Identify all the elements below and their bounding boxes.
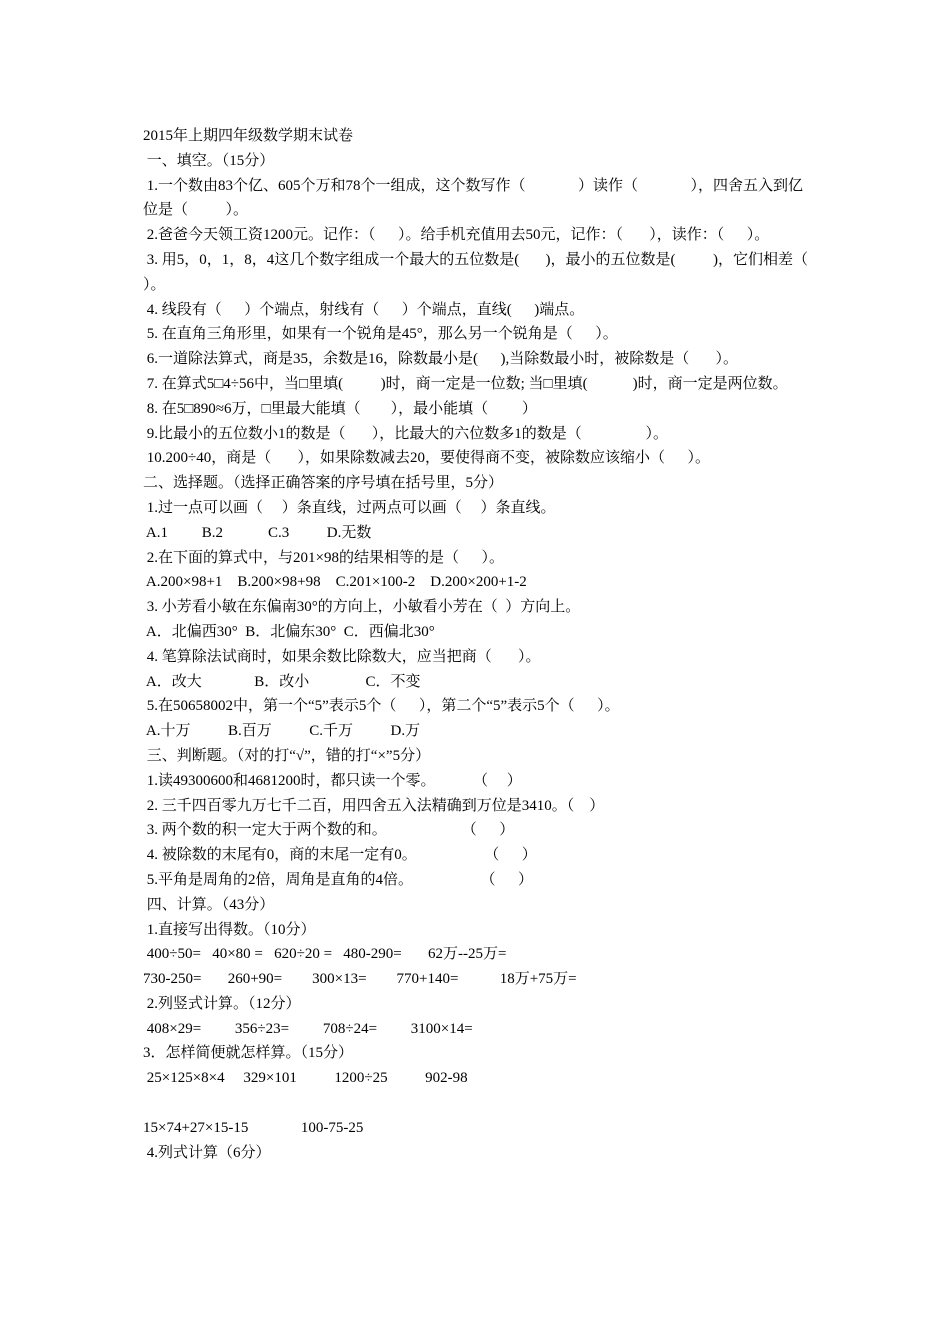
section-3-heading: 三、判断题。（对的打“√”，错的打“×”5分） — [143, 747, 431, 764]
question-text: 2.爸爸今天领工资1200元。记作：（ ）。给手机充值用去50元，记作：（ ），读作：（ ）。 — [143, 227, 770, 244]
question-text: 1.读49300600和4681200时，都只读一个零。 （ ） — [143, 772, 522, 789]
blank-line — [143, 1091, 813, 1116]
question-text: 5.在50658002中，第一个“5”表示5个（ ），第二个“5”表示5个（ ）。 — [143, 698, 620, 715]
question-text: 4. 线段有（ ）个端点，射线有（ ）个端点，直线( )端点。 — [143, 301, 585, 318]
subsection-heading: 3．怎样简便就怎样算。（15分） — [143, 1045, 354, 1062]
section-4-heading: 四、计算。（43分） — [143, 896, 275, 913]
question-text: 7. 在算式5□4÷56中，当□里填( )时，商一定是一位数; 当□里填( )时，商一定是两位数。 — [143, 375, 788, 392]
question-text: 4. 被除数的末尾有0，商的末尾一定有0。 （ ） — [143, 847, 537, 864]
question-text: 9.比最小的五位数小1的数是（ ），比最大的六位数多1的数是（ ）。 — [143, 425, 669, 442]
question-text: 8. 在5□890≈6万，□里最大能填（ ），最小能填（ ） — [143, 400, 537, 417]
answer-options: A．北偏西30° B．北偏东30° C．西偏北30° — [143, 623, 435, 640]
question-text: 3. 两个数的积一定大于两个数的和。 （ ） — [143, 822, 515, 839]
question-text: 1.一个数由83个亿、605个万和78个一组成，这个数写作（ ）读作（ ），四舍五入到亿位是（ ）。 — [143, 177, 804, 219]
exam-title: 2015年上期四年级数学期末试卷 — [143, 128, 354, 144]
question-text: 2. 三千四百零九万七千二百，用四舍五入法精确到万位是3410。（ ） — [143, 797, 605, 814]
question-text: 10.200÷40，商是（ ），如果除数减去20，要使得商不变，被除数应该缩小（ ）。 — [143, 450, 710, 467]
answer-options: A．改大 B．改小 C．不变 — [143, 673, 421, 690]
calculation-row: 400÷50= 40×80 = 620÷20 = 480-290= 62万--25万= — [143, 946, 507, 963]
answer-options: A.十万 B.百万 C.千万 D.万 — [143, 723, 421, 740]
exam-content — [143, 124, 846, 1165]
question-text: 4. 笔算除法试商时，如果余数比除数大，应当把商（ ）。 — [143, 648, 541, 665]
question-text: 3. 用5，0，1，8，4这几个数字组成一个最大的五位数是( )，最小的五位数是( )，它们相差（ ）。 — [143, 251, 846, 293]
question-text: 5. 在直角三角形里，如果有一个锐角是45°，那么另一个锐角是（ ）。 — [143, 326, 618, 343]
question-text: 3. 小芳看小敏在东偏南30°的方向上，小敏看小芳在（ ）方向上。 — [143, 599, 581, 616]
calculation-row: 15×74+27×15-15 100-75-25 — [143, 1119, 364, 1136]
question-text: 1.过一点可以画（ ）条直线，过两点可以画（ ）条直线。 — [143, 499, 556, 516]
question-text: 2.在下面的算式中，与201×98的结果相等的是（ ）。 — [143, 549, 504, 566]
section-1-heading: 一、填空。（15分） — [143, 152, 275, 169]
calculation-row: 408×29= 356÷23= 708÷24= 3100×14= — [143, 1020, 473, 1037]
subsection-heading: 2.列竖式计算。（12分） — [143, 995, 301, 1012]
calculation-row: 730-250= 260+90= 300×13= 770+140= 18万+75万= — [143, 971, 577, 988]
question-text: 5.平角是周角的2倍，周角是直角的4倍。 （ ） — [143, 871, 534, 888]
answer-options: A.1 B.2 C.3 D.无数 — [143, 524, 372, 541]
subsection-heading: 1.直接写出得数。（10分） — [143, 921, 316, 938]
calculation-row: 25×125×8×4 329×101 1200÷25 902-98 — [143, 1070, 468, 1087]
question-text: 6.一道除法算式，商是35，余数是16，除数最小是( ),当除数最小时，被除数是（ ）。 — [143, 351, 738, 368]
section-2-heading: 二、选择题。（选择正确答案的序号填在括号里，5分） — [143, 475, 504, 492]
answer-options: A.200×98+1 B.200×98+98 C.201×100-2 D.200×200+1-2 — [143, 574, 527, 591]
subsection-heading: 4.列式计算（6分） — [143, 1144, 271, 1161]
